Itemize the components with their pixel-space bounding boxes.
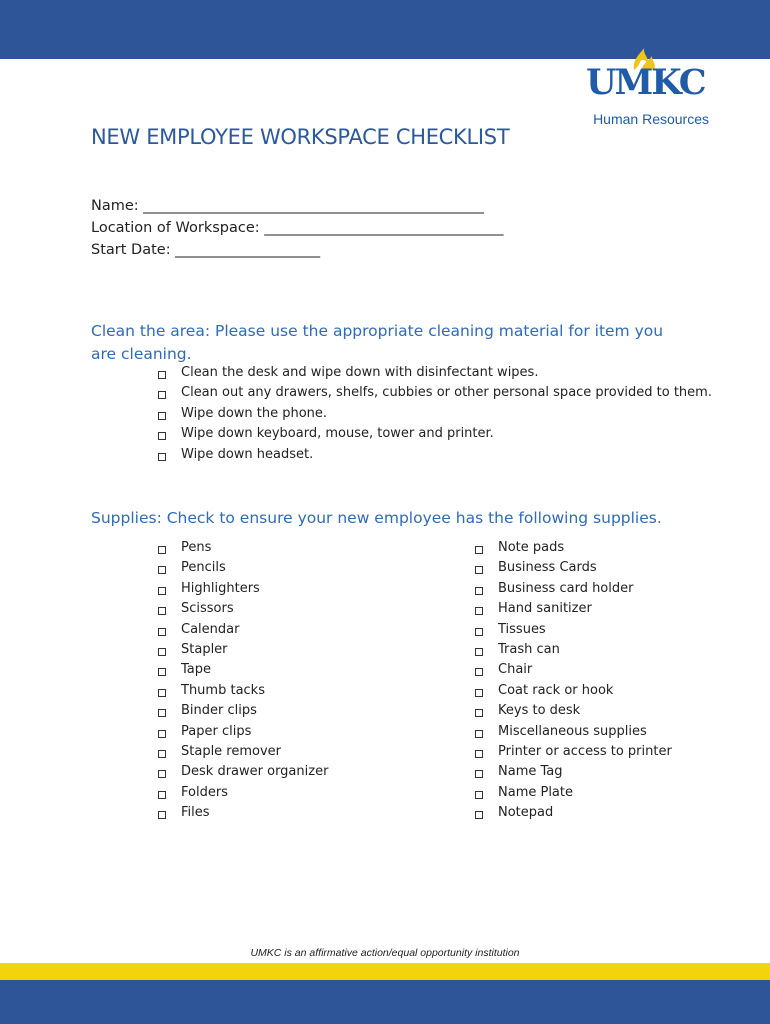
supply-item[interactable]: Chair — [475, 662, 672, 682]
supply-item[interactable]: Thumb tacks — [158, 683, 328, 703]
checkbox[interactable] — [475, 709, 483, 717]
supply-item[interactable]: Folders — [158, 785, 328, 805]
location-field[interactable]: Location of Workspace: _________________________________ — [91, 220, 504, 236]
supply-item[interactable]: Tape — [158, 662, 328, 682]
start-date-field[interactable]: Start Date: ____________________ — [91, 242, 321, 258]
bottom-banner — [0, 980, 770, 1024]
checkbox[interactable] — [158, 607, 166, 615]
logo-subtitle: Human Resources — [593, 111, 709, 127]
checkbox[interactable] — [475, 730, 483, 738]
supply-item[interactable]: Business Cards — [475, 560, 672, 580]
checkbox[interactable] — [158, 546, 166, 554]
checkbox[interactable] — [158, 371, 166, 379]
checkbox[interactable] — [158, 811, 166, 819]
checkbox[interactable] — [158, 412, 166, 420]
checkbox[interactable] — [475, 546, 483, 554]
supply-item[interactable]: Pencils — [158, 560, 328, 580]
checklist-item[interactable]: Wipe down keyboard, mouse, tower and printer. — [158, 426, 712, 446]
checkbox[interactable] — [158, 689, 166, 697]
checkbox[interactable] — [475, 750, 483, 758]
checkbox[interactable] — [158, 770, 166, 778]
supply-item[interactable]: Keys to desk — [475, 703, 672, 723]
checkbox[interactable] — [475, 628, 483, 636]
checkbox[interactable] — [158, 432, 166, 440]
checkbox[interactable] — [158, 730, 166, 738]
supply-item[interactable]: Calendar — [158, 622, 328, 642]
supply-item[interactable]: Pens — [158, 540, 328, 560]
name-field[interactable]: Name: _______________________________________________ — [91, 198, 485, 214]
checkbox[interactable] — [158, 453, 166, 461]
checkbox[interactable] — [158, 709, 166, 717]
supply-item[interactable]: Highlighters — [158, 581, 328, 601]
checkbox[interactable] — [158, 566, 166, 574]
supply-item[interactable]: Tissues — [475, 622, 672, 642]
checkbox[interactable] — [475, 648, 483, 656]
supply-item[interactable]: Staple remover — [158, 744, 328, 764]
umkc-logo — [584, 46, 709, 126]
clean-section-heading: Clean the area: Please use the appropriate cleaning material for item you are cleaning. — [91, 322, 664, 363]
checkbox[interactable] — [475, 811, 483, 819]
supplies-section-heading: Supplies: Check to ensure your new employee has the following supplies. — [91, 509, 662, 527]
supplies-list-right — [475, 540, 672, 825]
checkbox[interactable] — [475, 689, 483, 697]
supply-item[interactable]: Notepad — [475, 805, 672, 825]
checkbox[interactable] — [158, 750, 166, 758]
supply-item[interactable]: Desk drawer organizer — [158, 764, 328, 784]
checkbox[interactable] — [158, 391, 166, 399]
checkbox[interactable] — [475, 770, 483, 778]
checkbox[interactable] — [475, 587, 483, 595]
checkbox[interactable] — [158, 587, 166, 595]
supply-item[interactable]: Hand sanitizer — [475, 601, 672, 621]
supply-item[interactable]: Files — [158, 805, 328, 825]
page-title: NEW EMPLOYEE WORKSPACE CHECKLIST — [91, 125, 510, 149]
checklist-item[interactable]: Wipe down the phone. — [158, 406, 712, 426]
supply-item[interactable]: Business card holder — [475, 581, 672, 601]
supply-item[interactable]: Scissors — [158, 601, 328, 621]
checklist-item[interactable]: Clean out any drawers, shelfs, cubbies or other personal space provided to them. — [158, 385, 712, 405]
gold-stripe — [0, 963, 770, 980]
checklist-item[interactable]: Wipe down headset. — [158, 447, 712, 467]
supply-item[interactable]: Coat rack or hook — [475, 683, 672, 703]
checkbox[interactable] — [475, 607, 483, 615]
supply-item[interactable]: Stapler — [158, 642, 328, 662]
clean-checklist — [158, 365, 712, 467]
supply-item[interactable]: Trash can — [475, 642, 672, 662]
logo-wordmark: UMKC — [586, 62, 705, 103]
checklist-item[interactable]: Clean the desk and wipe down with disinfectant wipes. — [158, 365, 712, 385]
footer-note: UMKC is an affirmative action/equal opportunity institution — [250, 947, 520, 959]
checkbox[interactable] — [158, 628, 166, 636]
supply-item[interactable]: Printer or access to printer — [475, 744, 672, 764]
supplies-list-left — [158, 540, 328, 825]
checkbox[interactable] — [158, 791, 166, 799]
supply-item[interactable]: Binder clips — [158, 703, 328, 723]
checkbox[interactable] — [475, 791, 483, 799]
checkbox[interactable] — [158, 648, 166, 656]
checkbox[interactable] — [158, 668, 166, 676]
checkbox[interactable] — [475, 668, 483, 676]
supply-item[interactable]: Paper clips — [158, 724, 328, 744]
checkbox[interactable] — [475, 566, 483, 574]
supply-item[interactable]: Name Tag — [475, 764, 672, 784]
supply-item[interactable]: Name Plate — [475, 785, 672, 805]
supply-item[interactable]: Miscellaneous supplies — [475, 724, 672, 744]
supply-item[interactable]: Note pads — [475, 540, 672, 560]
